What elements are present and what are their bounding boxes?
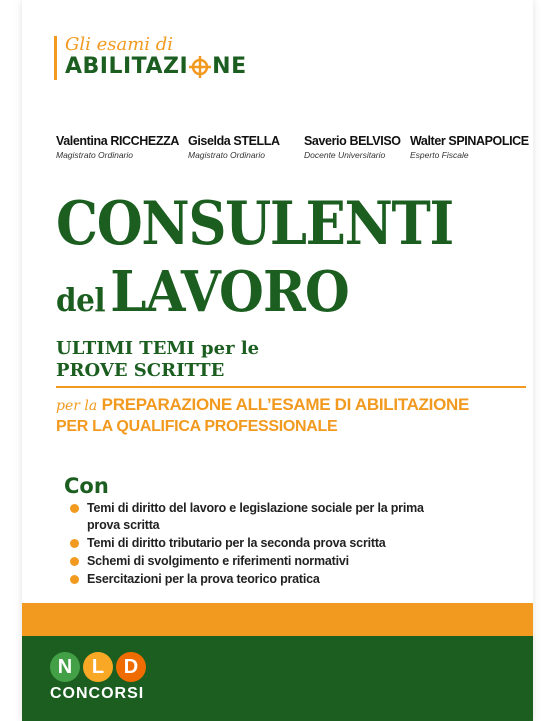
author-name: Giselda STELLA (188, 134, 280, 148)
crosshair-icon (189, 56, 211, 78)
series-subtitle: Gli esami di (65, 34, 174, 55)
contents-list (70, 500, 450, 589)
bullet-icon (70, 575, 79, 584)
logo-letter-n: N (50, 652, 80, 682)
list-item-text: Temi di diritto del lavoro e legislazione sociale per la prima prova scritta (87, 501, 424, 532)
book-subtitle (56, 338, 259, 382)
logo-letter-d: D (116, 652, 146, 682)
publisher-name: CONCORSI (50, 685, 145, 702)
author-name: Saverio BELVISO (304, 134, 401, 148)
bullet-icon (70, 504, 79, 513)
series-title (65, 54, 247, 80)
list-item (70, 535, 450, 552)
book-cover (22, 0, 533, 721)
contents-label: Con (64, 474, 109, 498)
list-item (70, 553, 450, 570)
author-role: Magistrato Ordinario (188, 150, 266, 160)
divider (56, 386, 526, 388)
subtitle-line2: PROVE SCRITTE (56, 360, 225, 381)
author (188, 134, 280, 160)
list-item (70, 571, 450, 588)
author-role: Docente Universitario (304, 150, 386, 160)
list-item-text: Schemi di svolgimento e riferimenti normativi (87, 554, 349, 568)
logo-letters (50, 652, 180, 682)
preparation-text: PREPARAZIONE ALL’ESAME DI ABILITAZIONE (101, 395, 470, 414)
author (304, 134, 401, 160)
author (56, 134, 179, 160)
publisher-logo (50, 652, 180, 703)
book-title-del: del (56, 281, 106, 319)
bullet-icon (70, 557, 79, 566)
book-title: CONSULENTI (56, 189, 453, 259)
book-title-lavoro: LAVORO (110, 259, 349, 325)
author-role: Esperto Fiscale (410, 150, 469, 160)
author (410, 134, 529, 160)
preparation-line1 (56, 395, 469, 415)
author-name: Walter SPINAPOLICE (410, 134, 529, 148)
subtitle-line1: ULTIMI TEMI per le (56, 338, 260, 359)
author-role: Magistrato Ordinario (56, 150, 134, 160)
author-name: Valentina RICCHEZZA (56, 134, 179, 148)
list-item-text: Esercitazioni per la prova teorico pratica (87, 572, 320, 586)
orange-band (22, 603, 533, 636)
preparation-line2: PER LA QUALIFICA PROFESSIONALE (56, 418, 338, 435)
logo-letter-l: L (83, 652, 113, 682)
bullet-icon (70, 539, 79, 548)
series-title-part2: NE (212, 54, 247, 79)
list-item-text: Temi di diritto tributario per la seconda prova scritta (87, 536, 386, 550)
book-title-line2 (56, 259, 349, 336)
series-logo (54, 36, 247, 80)
preparation-prefix: per la (56, 398, 98, 414)
series-title-part1: ABILITAZI (65, 54, 189, 79)
list-item (70, 500, 450, 534)
author-list (56, 134, 529, 174)
